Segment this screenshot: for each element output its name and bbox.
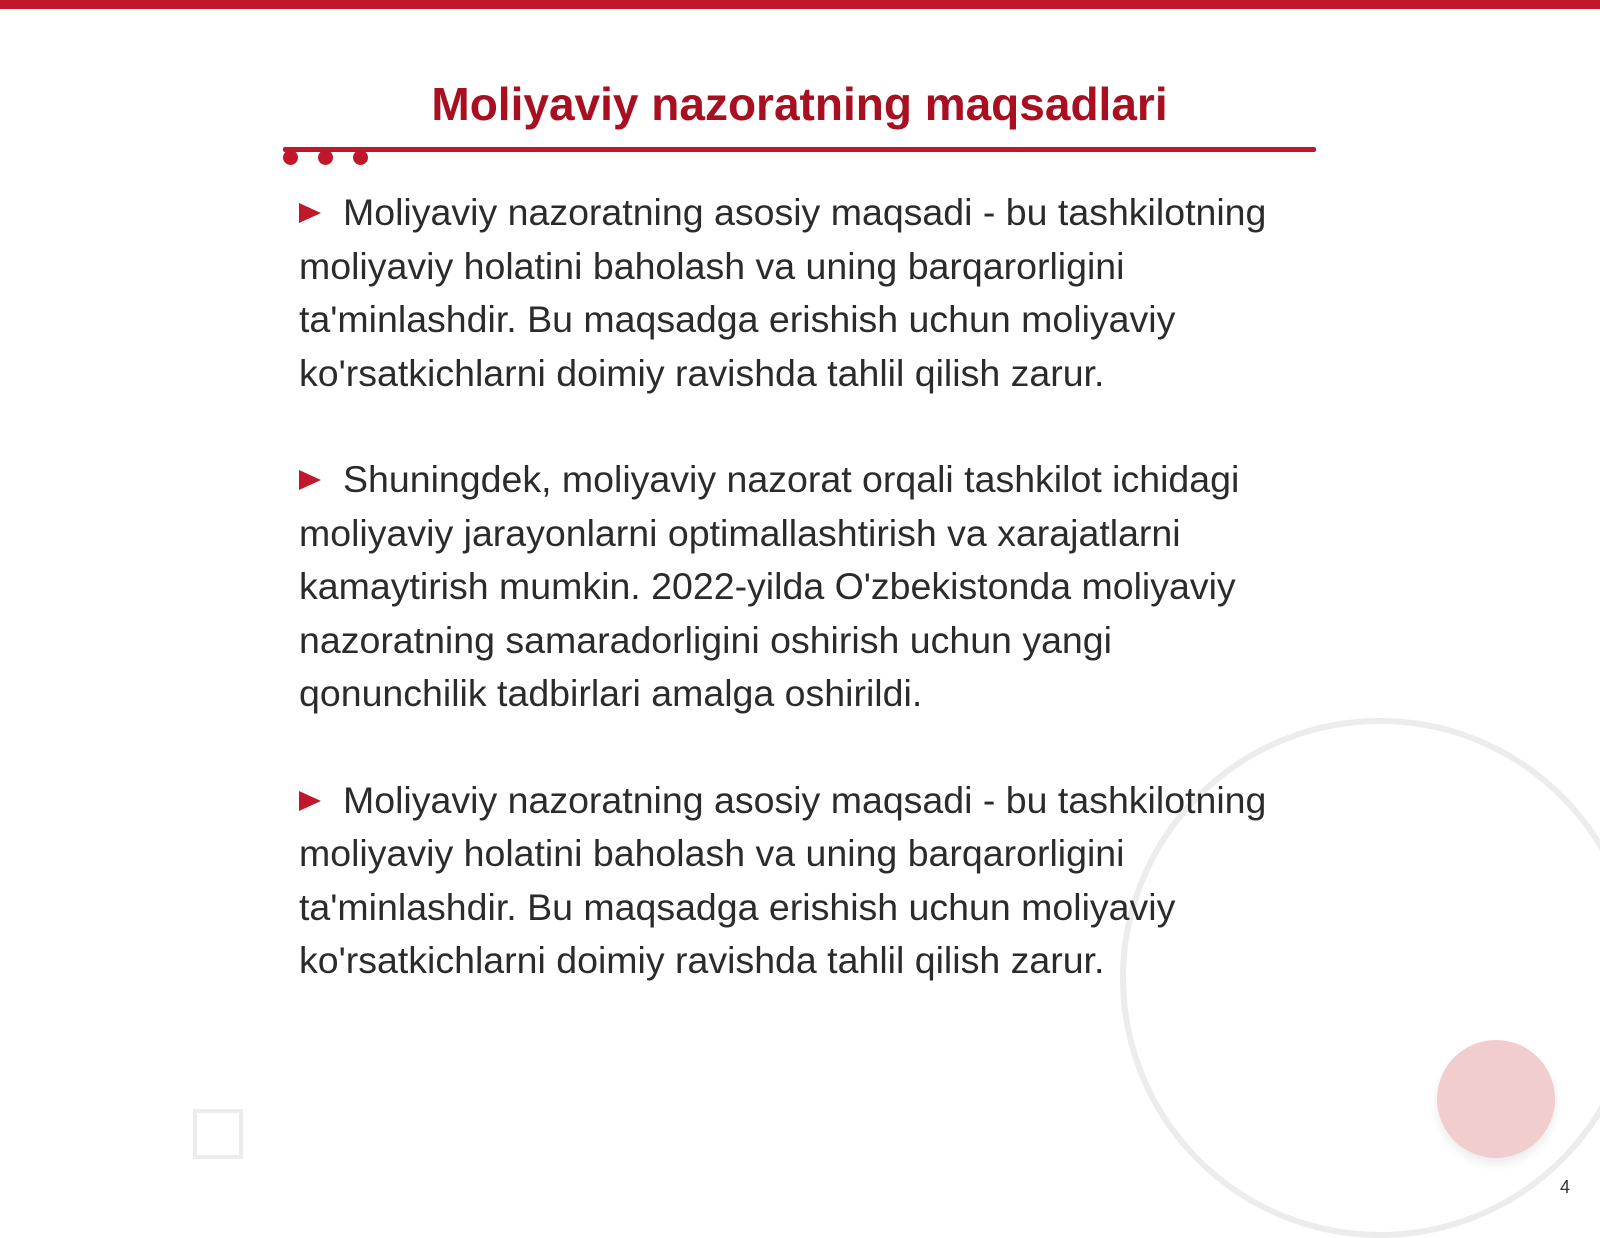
slide-title: Moliyaviy nazoratning maqsadlari — [431, 78, 1168, 130]
page-number: 4 — [1559, 1177, 1570, 1197]
bullet-arrow-icon — [299, 791, 321, 811]
bullet-item — [299, 774, 1299, 988]
bullet-arrow-icon — [299, 470, 321, 490]
bullet-arrow-icon — [299, 203, 321, 223]
bullet-text: Moliyaviy nazoratning asosiy maqsadi - bu tashkilotning moliyaviy holatini baholash va uning barqarorligini ta'minlashdir. Bu maqsadga erishish uchun moliyaviy ko'rsatkichlarni doimiy ravishda tahlil qilish zarur. — [299, 778, 1267, 981]
decorative-circle — [1437, 1040, 1555, 1158]
underline-dot — [318, 150, 333, 165]
bullet-item — [299, 186, 1299, 400]
underline-dot — [353, 150, 368, 165]
bullet-text: Moliyaviy nazoratning asosiy maqsadi - bu tashkilotning moliyaviy holatini baholash va uning barqarorligini ta'minlashdir. Bu maqsadga erishish uchun moliyaviy ko'rsatkichlarni doimiy ravishda tahlil qilish zarur. — [299, 191, 1267, 394]
decorative-square — [193, 1109, 243, 1159]
top-accent-bar — [0, 0, 1600, 9]
title-underline — [283, 147, 1316, 152]
bullet-list — [299, 186, 1299, 988]
bullet-item — [299, 453, 1299, 721]
bullet-text: Shuningdek, moliyaviy nazorat orqali tashkilot ichidagi moliyaviy jarayonlarni optimallashtirish va xarajatlarni kamaytirish mumkin. 2022-yilda O'zbekistonda moliyaviy nazoratning samaradorligini oshirish uchun yangi qonunchilik tadbirlari amalga oshirildi. — [299, 458, 1240, 714]
underline-dot — [283, 150, 298, 165]
